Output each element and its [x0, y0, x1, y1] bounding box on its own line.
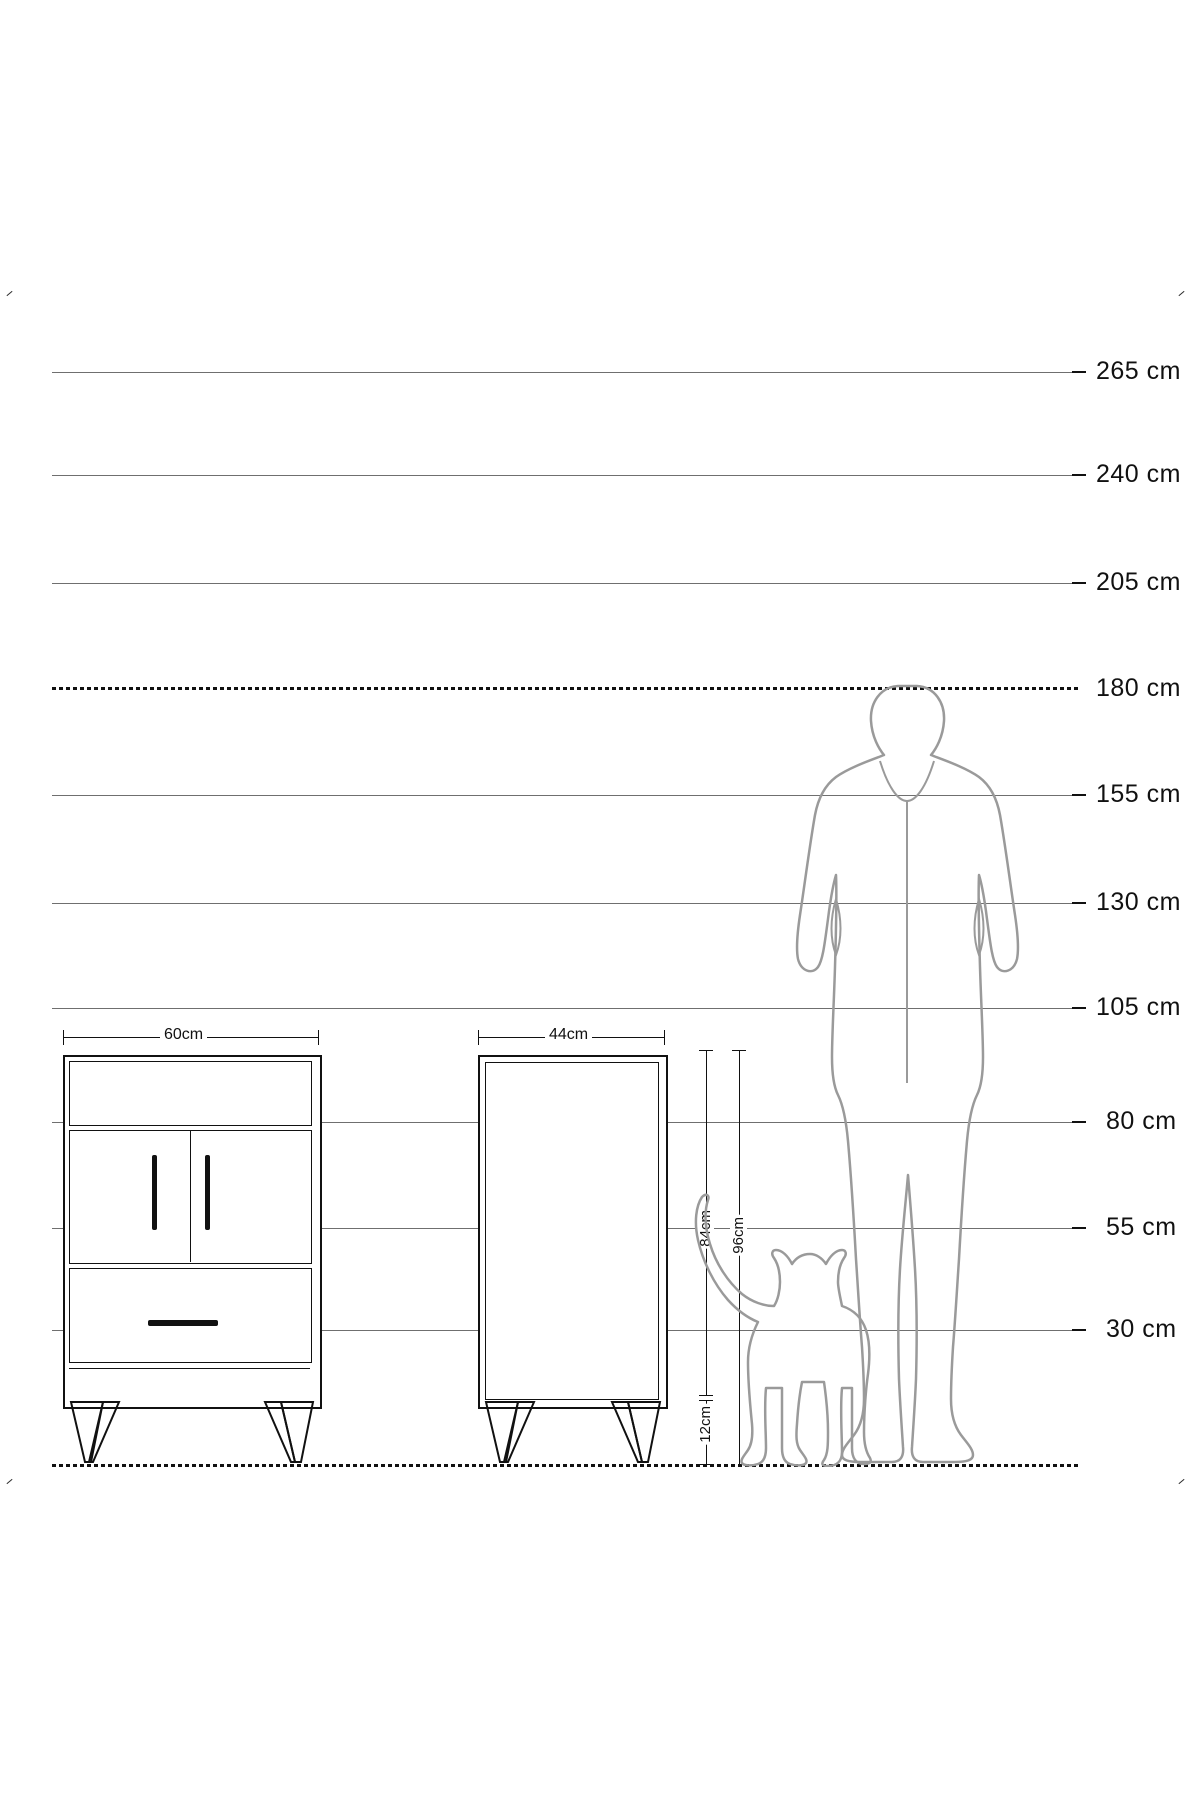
corner-tick-bottom-left [6, 1478, 13, 1485]
dim-text-96: 96cm [730, 1217, 747, 1254]
corner-tick-top-left [6, 290, 13, 297]
scale-tick-130 [1072, 902, 1086, 904]
dim-cap-top-84 [699, 1050, 713, 1051]
scale-label-205: 205 cm [1096, 568, 1181, 596]
scale-label-30: 30 cm [1106, 1315, 1177, 1343]
dim-cap-left-cabinet [63, 1030, 64, 1045]
scale-label-240: 240 cm [1096, 460, 1181, 488]
dim-text-84: 84cm [697, 1210, 714, 1247]
scale-tick-240 [1072, 474, 1086, 476]
cabinet-legs [63, 1400, 323, 1466]
cabinet-drawer-handle[interactable] [148, 1320, 218, 1326]
tall-unit-door[interactable] [485, 1062, 659, 1400]
scale-tick-80 [1072, 1121, 1086, 1123]
scale-tick-155 [1072, 794, 1086, 796]
cat-silhouette [690, 1192, 875, 1467]
cabinet-base-rail [69, 1368, 310, 1401]
scale-line-265 [52, 372, 1072, 373]
scale-label-265: 265 cm [1096, 357, 1181, 385]
dim-cap-top-96 [732, 1050, 746, 1051]
dim-cap-left-tall [478, 1030, 479, 1045]
scale-label-55: 55 cm [1106, 1213, 1177, 1241]
scale-tick-30 [1072, 1329, 1086, 1331]
corner-tick-top-right [1178, 290, 1185, 297]
dim-text-cabinet-width: 60cm [160, 1026, 207, 1044]
scale-label-130: 130 cm [1096, 888, 1181, 916]
scale-tick-105 [1072, 1007, 1086, 1009]
scale-tick-265 [1072, 371, 1086, 373]
scale-tick-55 [1072, 1227, 1086, 1229]
scale-tick-205 [1072, 582, 1086, 584]
scale-line-205 [52, 583, 1072, 584]
dim-cap-right-tall [664, 1030, 665, 1045]
cabinet-open-shelf [69, 1061, 312, 1126]
cabinet-door-split [190, 1130, 191, 1262]
scale-label-180: 180 cm [1096, 674, 1181, 702]
scale-label-105: 105 cm [1096, 993, 1181, 1021]
dim-cap-right-cabinet [318, 1030, 319, 1045]
tall-unit-legs [478, 1400, 668, 1466]
cabinet-door-handle-left[interactable] [152, 1155, 157, 1230]
dim-text-tall-width: 44cm [545, 1026, 592, 1044]
scale-label-80: 80 cm [1106, 1107, 1177, 1135]
cabinet-drawer[interactable] [69, 1268, 312, 1363]
scale-label-155: 155 cm [1096, 780, 1181, 808]
scale-line-240 [52, 475, 1072, 476]
dim-text-12: 12cm [697, 1406, 714, 1443]
corner-tick-bottom-right [1178, 1478, 1185, 1485]
cabinet-door-handle-right[interactable] [205, 1155, 210, 1230]
